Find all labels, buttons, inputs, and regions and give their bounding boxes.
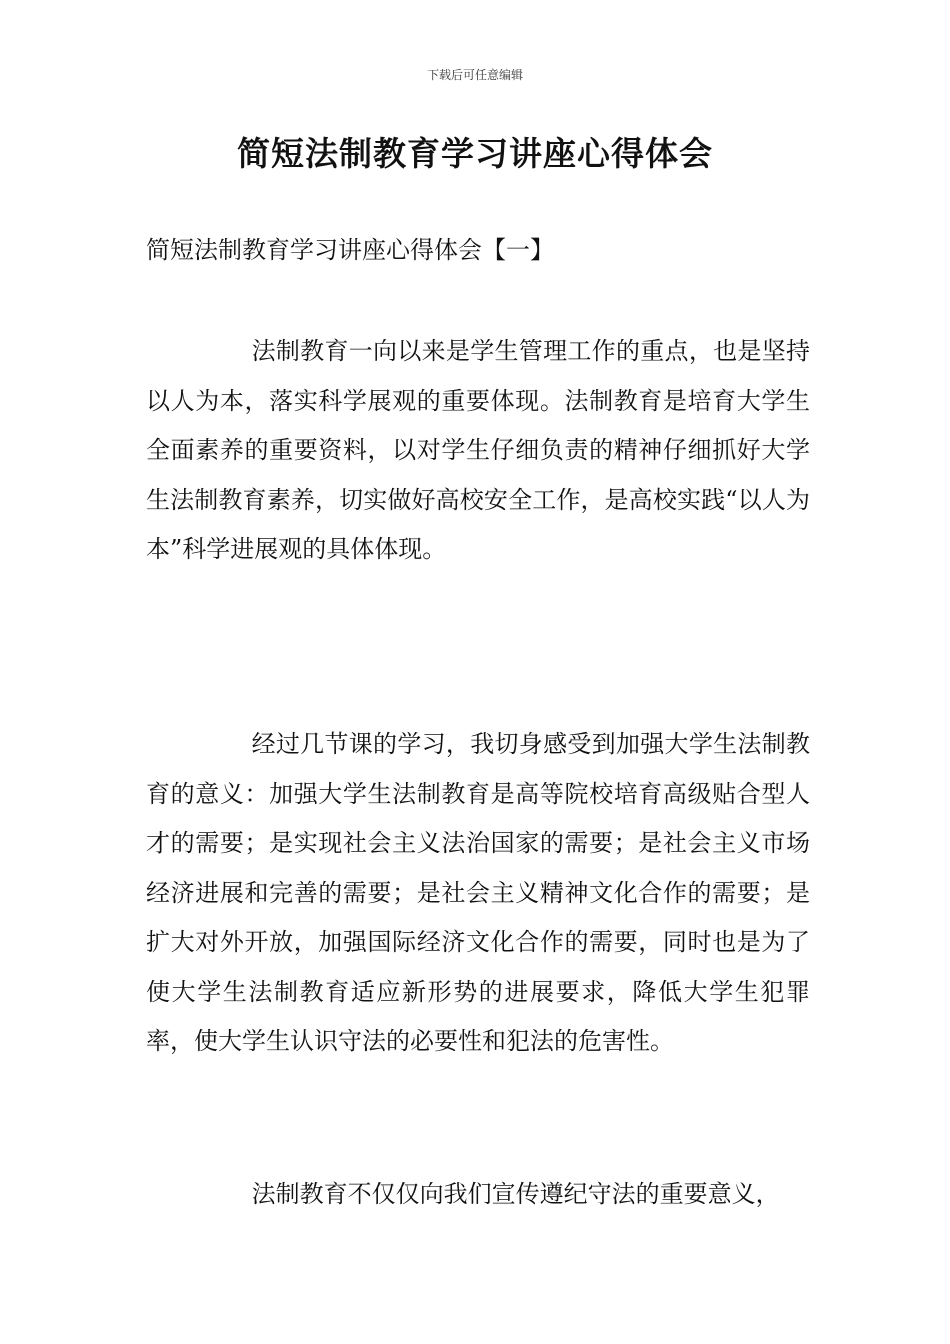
paragraph-2: 经过几节课的学习，我切身感受到加强大学生法制教育的意义：加强大学生法制教育是高等院校培育高级贴合型人才的需要；是实现社会主义法治国家的需要；是社会主义市场经济进展和完善的需要；是社会主义精神文化合作的需要；是扩大对外开放，加强国际经济文化合作的需要，同时也是为了使大学生法制教育适应新形势的进展要求，降低大学生犯罪率，使大学生认识守法的必要性和犯法的危害性。 — [146, 730, 810, 1055]
header-note: 下载后可任意编辑 — [426, 68, 523, 82]
document-title: 简短法制教育学习讲座心得体会 — [237, 134, 713, 173]
section-title: 简短法制教育学习讲座心得体会【一】 — [146, 236, 554, 264]
paragraph-3: 法制教育不仅仅向我们宣传遵纪守法的重要意义， — [251, 1180, 780, 1208]
paragraph-1: 法制教育一向以来是学生管理工作的重点，也是坚持以人为本，落实科学展观的重要体现。法制教育是培育大学生全面素养的重要资料，以对学生仔细负责的精神仔细抓好大学生法制教育素养，切实做好高校安全工作，是高校实践“以人为本”科学进展观的具体体现。 — [146, 337, 810, 563]
